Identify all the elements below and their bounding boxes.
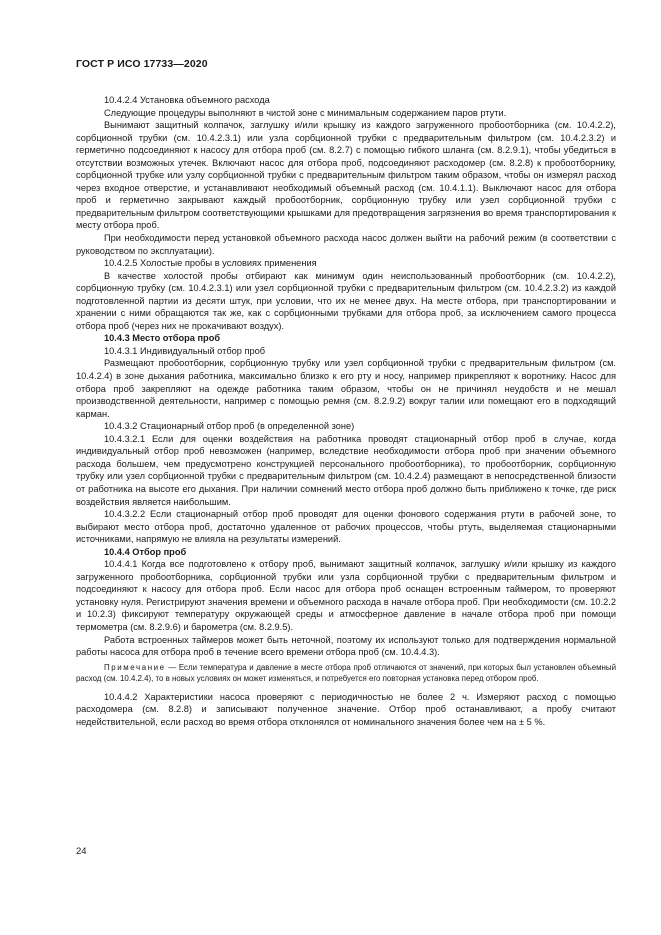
section-heading: 10.4.3 Место отбора проб	[104, 333, 221, 344]
paragraph: 10.4.2.4 Установка объемного расхода	[104, 95, 270, 105]
note-label: Примечание	[104, 662, 166, 672]
paragraph: 10.4.4.1 Когда все подготовлено к отбору проб, вынимают защитный колпачок, заглушку и/или крышку из каждого загруженного пробоотборника, сорбционной трубки или узла сорбционной трубки с предварительным фильтром и подсоединяют к насосу для отбора проб. Если насос для отбора проб оснащен встроенным таймером, то проверяют установку нуля. Регистрируют значения времени и объемного расхода в начале отбора проб. При необходимости (см. 10.2.2 и 10.2.3) фиксируют температуру окружающей среды и атмосферное давление в начале отбора проб при помощи термометра (см. 8.2.9.6) и барометра (см. 8.2.9.5).	[76, 559, 616, 632]
paragraph: 10.4.3.2 Стационарный отбор проб (в определенной зоне)	[104, 421, 355, 432]
paragraph: Работа встроенных таймеров может быть неточной, поэтому их используют только для подтверждения нормальной работы насоса для отбора проб в течение всего времени отбора проб (см. 10.4.4.3).	[76, 634, 616, 658]
document-body	[76, 94, 616, 728]
paragraph: 10.4.3.1 Индивидуальный отбор проб	[104, 345, 266, 356]
paragraph-list	[76, 94, 616, 659]
section-heading: 10.4.4 Отбор проб	[104, 546, 187, 557]
paragraph: Размещают пробоотборник, сорбционную трубку или узел сорбционной трубки с предварительным фильтром (см. 10.4.2.4) в зоне дыхания работника, максимально близко к его рту и носу, например прикрепляют к воротнику. Насос для отбора проб закрепляют на одежде работника таким образом, чтобы он не причинял неудобств и не мешал производственной деятельности, например с помощью ремня (см. 8.2.9.2) вокруг талии или помещают его в подходящий карман.	[76, 358, 616, 419]
note	[76, 662, 616, 684]
paragraph: В качестве холостой пробы отбирают как минимум один неиспользованный пробоотборник (см. 10.4.2.2), сорбционную трубку (см. 10.4.2.3.1) или узел сорбционной трубки с предварительным фильтром (см. 10.4.2.3.2) из каждой подготовленной партии из десяти штук, при условии, что их не менее двух. На месте отбора, при транспортировании и хранении с ними обращаются так же, как с сорбционными трубками для отбора проб, за исключением самого процесса отбора проб (через них не прокачивают воздух).	[76, 270, 616, 331]
paragraph: Вынимают защитный колпачок, заглушку и/или крышку из каждого загруженного пробоотборника (см. 10.4.2.2), сорбционной трубки (см. 10.4.2.3.1) или узла сорбционной трубки с предварительным фильтром (см. 10.4.2.3.2) и герметично подсоединяют к насосу для отбора проб (см. 8.2.7) с помощью гибкого шланга (см. 8.2.9.1), чтобы убедиться в отсутствии возможных утечек. Включают насос для отбора проб, подсоединяют расходомер (см. 8.2.8) к пробоотборнику, сорбционной трубке или узлу сорбционной трубки с предварительным фильтром таким образом, чтобы он измерял расход через входное отверстие, и устанавливают необходимый объемный расход (см. 10.4.1.1). Выключают насос для отбора проб и герметично закрывают каждый пробоотборник, сорбционную трубку или узел сорбционной трубки с предварительным фильтром соответствующими крышками для предотвращения загрязнения во время транспортирования к месту отбора проб.	[76, 120, 616, 231]
paragraph: 10.4.3.2.1 Если для оценки воздействия на работника проводят стационарный отбор проб в случае, когда индивидуальный отбор проб невозможен (например, вследствие необходимости отбора проб при значении объемного расхода большем, чем предусмотрено конструкцией персонального пробоотборника), то пробоотборник, сорбционную трубку или узел сорбционной трубки с предварительным фильтром (см. 10.4.2.4) размещают в непосредственной близости от работника на высоте его дыхания. При наличии сомнений место отбора проб должно быть приближено к точке, где риск воздействия является наибольшим.	[76, 433, 616, 507]
standard-header: ГОСТ Р ИСО 17733—2020	[76, 58, 208, 70]
paragraph: 10.4.3.2.2 Если стационарный отбор проб проводят для оценки фонового содержания ртути в рабочей зоне, то выбирают место отбора проб, достаточно удаленное от рабочих процессов, чтобы ртуть, выделяемая стационарными источниками, напрямую не влияла на результаты измерений.	[76, 509, 616, 545]
note-text: — Если температура и давление в месте отбора проб отличаются от значений, при которых был установлен объемный расход (см. 10.4.2.4), то в новых условиях он может изменяться, и потребуется его повторная установка перед отбором проб.	[76, 662, 616, 683]
paragraph: Следующие процедуры выполняют в чистой зоне с минимальным содержанием паров ртути.	[104, 107, 507, 118]
page-number: 24	[76, 846, 87, 857]
paragraph-list-after-note	[76, 691, 616, 729]
paragraph: 10.4.4.2 Характеристики насоса проверяют с периодичностью не более 2 ч. Измеряют расход с помощью расходомера (см. 8.2.8) и записывают полученное значение. Отбор проб останавливают, а пробу считают недействительной, если расход во время отбора отклонялся от номинального значения более чем на ± 5 %.	[76, 691, 616, 727]
paragraph: 10.4.2.5 Холостые пробы в условиях применения	[104, 258, 317, 269]
paragraph: При необходимости перед установкой объемного расхода насос должен выйти на рабочий режим (в соответствии с руководством по эксплуатации).	[76, 233, 616, 256]
